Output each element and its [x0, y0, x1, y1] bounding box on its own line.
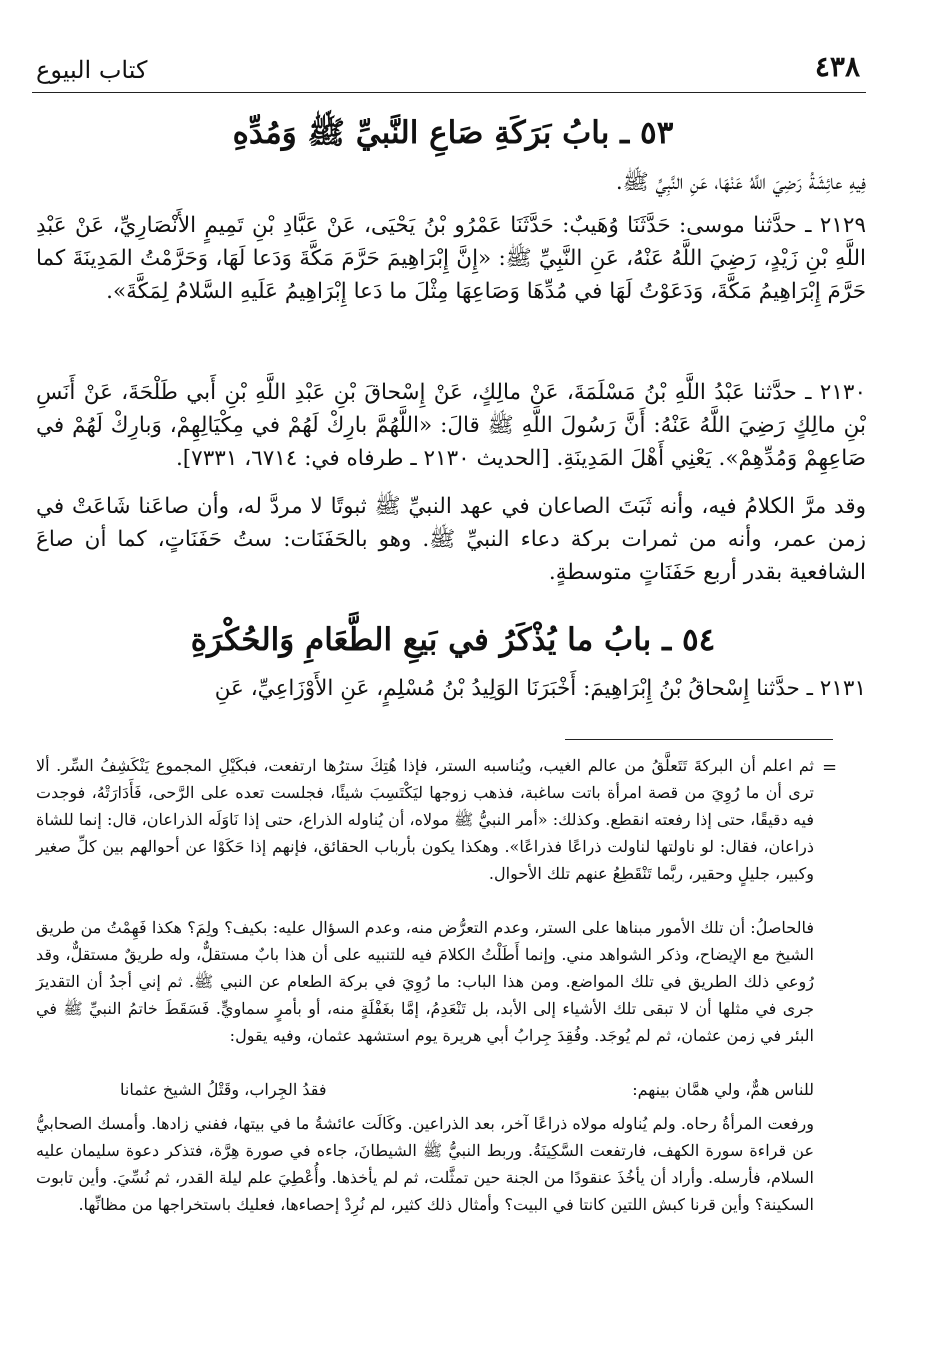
poem-verse [120, 1080, 814, 1110]
poem-second-hemistich: فقدُ الجِراب، وقَتْلُ الشيخ عثمانا [120, 1080, 327, 1099]
commentary-paragraph: وقد مرَّ الكلامُ فيه، وأنه ثَبَتَ الصاعان في عهد النبيِّ ﷺ ثبوتًا لا مردَّ له، وأن صاعَنا شَاعَتْ في زمن عمر، وأنه من ثمرات بركة دعاء النبيِّ ﷺ. وهو بالحَفَنَات: ستُ حَفَنَاتٍ، كما أن صاعَ الشافعية بقدر أربع حَفَنَاتٍ متوسطةٍ. [36, 494, 866, 585]
chapter-53-intro: فِيهِ عائِشَةُ رَضِيَ اللَّهُ عَنْهَا، عَنِ النَّبِيِّ ﷺ. [615, 170, 866, 195]
hadith-2130: ٢١٣٠ ـ حدَّثنا عَبْدُ اللَّهِ بْنُ مَسْلَمَةَ، عَنْ مالِكٍ، عَنْ إِسْحاقَ بْنِ عَبْدِ اللَّهِ بْنِ أَبي طَلْحَةَ، عَنْ أَنَسِ بْنِ مالِكٍ رَضِيَ اللَّهُ عَنْهُ: أَنَّ رَسُولَ اللَّهِ ﷺ قالَ: «اللَّهُمَّ بارِكْ لَهُمْ في مِكْيَالِهِمْ، وَبارِكْ لَهُمْ في صَاعِهِمْ وَمُدِّهِمْ». يَعْنِي أَهْلَ المَدِينَةِ. [الحديث ٢١٣٠ ـ طرفاه في: ٦٧١٤، ٧٣٣١]. [36, 380, 866, 471]
footnote-divider [565, 739, 833, 740]
footnote-paragraph-1: ثم اعلم أن البركةَ تَتَعلَّقُ من عالم الغيب، ويُناسبه الستر، فإذا هُتِكَ سترُها ارتفعت، فبكَيْلِ المجموع يَنْكَشِفُ السِّر. ألا ترى أن ما رُوِيَ من قصة امرأة باتت ساغبة، فذهب زوجها ليَكْتَسِبَ شيئًا، فجلست تعده على الرَّحى، فَأَدَارَتْهُ، فوجدت فيه دقيقًا، حتى إذا رفعته انقطع. وكذلك: «أمر النبيُّ ﷺ مولاه، أن يُناوله الذراع، حتى إذا نَاوَلَه الذراعان، قال: إنما للشاة ذراعان، فقال: لو ناولتها لناولت ذراعًا فذراعًا». وهكذا يكون بأرباب الحقائق، فإنهم إذا حَكَوْا عن أحوالهم بين كلِّ صغير وكبير، جليلٍ وحقير، ربَّما تَنْقَطِعُ عنهم تلك الأحوال. [36, 756, 815, 883]
chapter-53-heading: ٥٣ ـ بابُ بَرَكَةِ صَاعِ النَّبيِّ ﷺ وَمُدِّهِ [232, 115, 674, 151]
footnote-continuation-mark: = [822, 757, 838, 778]
poem-first-hemistich: للناس همٌّ، ولي همَّان بينهم: [632, 1080, 814, 1099]
footnote-paragraph-2: فالحاصلُ: أن تلك الأمور مبناها على الستر، وعدم التعرُّض منه، وعدم السؤال عليه: بكيف؟ ولِمَ؟ هكذا فَهِمْتُ من طريق الشيخ مع الإيضاح، وذكر الشواهد مني. وإنما أَطَلْتُ الكلامَ فيه للتنبيه على أن هذا بابٌ مستقلٌّ، وله طريقٌ مستقلٌّ، وقد رُوعي ذلك الطريق في تلك المواضع. ومن هذا الباب: ما رُوِيَ في بركة الطعام عن النبي ﷺ. ثم إني أجدُ أن التقديرَ جرى في مثلها أن لا تبقى تلك الأشياء إلى الأبد، بل تَنْعَدِمُ، إمَّا بغَفْلَةٍ منه، أو بأمرٍ سماويٍّ. فَسَقَطَ خاتمُ النبيِّ ﷺ في البئر في زمن عثمان، ثم لم يُوجَد. وفُقِدَ جِرابُ أبي هريرة يوم استشهد عثمان، وفيه يقول: [36, 918, 815, 1045]
footnote-paragraph-3: ورفعت المرأةُ رحاه. ولم يُناوله مولاه ذراعًا آخر، بعد الذراعين. وكَالَت عائشةُ ما في بيتها، ففني زادها. وأمسك الصحابيُّ عن قراءة سورة الكهف، فارتفعت السَّكِينَةُ. وربط النبيُّ ﷺ الشيطانَ، جاءه في صورة هِرَّة، فتذكر دعوة سليمان عليه السلام، فأرسله. وأراد أن يأخُذَ عنقودًا من الجنة حين تمثَّلت، ثم لم يأخذها. وأُعْطِيَ علم ليلة القدر، ثم نُسِّيَ. وأين تابوت السكينة؟ وأين قرنا كبش اللتين كانتا في البيت؟ وأمثال ذلك كثير، لم نُرِدْ إحصاءها، فعليك باستخراجها من مظانِّها. [36, 1114, 815, 1214]
running-title: كتاب البيوع [36, 56, 148, 84]
hadith-2131: ٢١٣١ ـ حدَّثنا إِسْحاقُ بْنُ إِبْرَاهِيمَ: أَخْبَرَنَا الوَلِيدُ بْنُ مُسْلِمٍ، عَنِ الأَوْزَاعِيِّ، عَنِ [214, 676, 866, 701]
chapter-54-heading: ٥٤ ـ بابُ ما يُذْكَرُ في بَيعِ الطَّعَامِ وَالحُكْرَةِ [190, 622, 716, 658]
page-header [32, 50, 866, 93]
hadith-2129: ٢١٢٩ ـ حدَّثنا موسى: حَدَّثَنَا وُهَيبٌ: حَدَّثَنَا عَمْرُو بْنُ يَحْيَى، عَنْ عَبَّادِ بْنِ تَمِيمٍ الأَنْصَارِيِّ، عَنْ عَبْدِ اللَّهِ بْنِ زَيْدٍ، رَضِيَ اللَّهُ عَنْهُ، عَنِ النَّبِيِّ ﷺ: «إِنَّ إِبْرَاهِيمَ حَرَّمَ مَكَّةَ وَدَعا لَهَا، وَحَرَّمْتُ المَدِينَةَ كما حَرَّمَ إِبْرَاهِيمُ مَكَّةَ، وَدَعَوْتُ لَهَا في مُدِّهَا وَصَاعِهَا مِثْلَ ما دَعا إِبْرَاهِيمُ عَلَيهِ السَّلامُ لِمَكَّةَ». [36, 213, 866, 304]
page-number: ٤٣٨ [814, 50, 860, 83]
